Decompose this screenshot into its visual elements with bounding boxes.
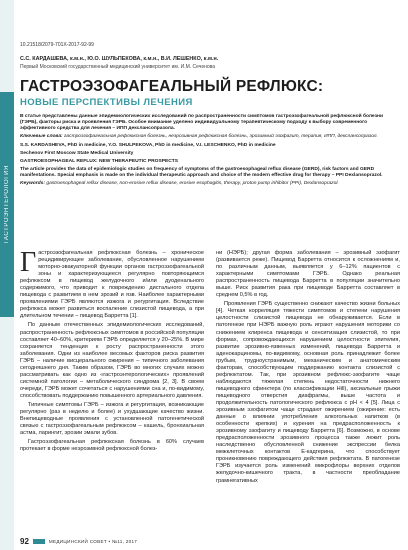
authors-en: S.S. KARDASHEVA, PhD in medicine, Y.O. SHULPEKOVA, PhD in medicine, V.I. LESCHENKO, PhD in medicine xyxy=(20,143,276,148)
drop-cap: Г xyxy=(20,247,37,278)
journal-name: МЕДИЦИНСКИЙ СОВЕТ • №11, 2017 xyxy=(48,539,138,544)
body-columns xyxy=(20,247,400,487)
keywords-en: gastroesophageal reflux disease, non-erosive reflux disease, erosive esophagitis, therapy, proton pump inhibitor (PPI), Dexlansoprazol. xyxy=(46,181,339,186)
keywords-ru: гастроэзофагеальная рефлюксная болезнь, неэрозивная рефлюксная болезнь, эрозивный эзофагит, терапия, ИПП, декслансопразол. xyxy=(64,134,378,139)
paragraph: Проявления ГЭРБ существенно снижают качество жизни больных [4]. Четкая корреляция тяжести симптомов и степени нарушения целостности слизистой пищевода не обнаруживается. Если в патогенезе при НЭРБ важную роль играют нарушения моторики со снижением клиренса пищевода и сенситизация слизистой, то при формах, сопровождающихся нарушением целостности эпителия, развитие эрозивно-язвенных изменений, пищевода Барретта и аденокарциномы, по-видимому, основная роль принадлежит более грубым, трудноустранимым, механическим и анатомическим факторам, способствующим поддержанию контакта слизистой с рефлюктатом. Так, при эрозивном рефлюкс-эзофагите чаще наблюдаются тяжелая степень недостаточности нижнего пищеводного сфинктера (по классификации Hill), аксиальные грыжи пищеводного отверстия диафрагмы, выше частота и продолжительность патологического рефлюкса с pH < 4 [5]. Лица с эрозивным эзофагитом чаще страдают ожирением (ожирение: есть данные о влиянии употребления алкогольных напитков (в особенности крепких) и курения на предрасположенность к эрозивному эзофагиту и пищеводу Барретта [6]. Возможно, в основе предрасположенности эрозивного процесса также лежит роль наследственно обусловленной снижение экспрессии белка межклеточных контактов E-кадгерина, что способствует проникновению повреждающего действия рефлюктата. В патогенезе ГЭРБ изучается роль изменений микрофлоры верхних отделов желудочно-кишечного тракта, в частности преобладание грамнегативных xyxy=(216,301,400,484)
authors-ru: С.С. КАРДАШЕВА, к.м.н., Ю.О. ШУЛЬПЕКОВА, к.м.н., В.И. ЛЕШЕНКО, к.м.н. xyxy=(20,56,219,62)
keywords-ru-line xyxy=(20,134,400,140)
page-footer xyxy=(20,537,400,546)
keywords-en-label: Keywords: xyxy=(20,181,46,186)
title-en: GASTROESOPHAGEAL REFLUX: NEW THERAPEUTIC PROSPECTS xyxy=(20,159,179,164)
body-column-left xyxy=(20,247,204,487)
section-label-wrap xyxy=(0,92,14,317)
paragraph: ни (НЭРБ); другая форма заболевания – эрозивный эзофагит (развивается реже). Пищевод Барретта относится к осложнениям и, по различным данным, выявляется у 6–12% пациентов с характерными симптомами ГЭРБ. Однако реальная распространенность пищевода Барретта в популяции значительно выше. Риск развития рака при пищеводе Барретта составляет в среднем 0,5% в год. xyxy=(216,250,400,299)
page-number: 92 xyxy=(20,537,29,546)
paragraph: Гастроэзофагеальная рефлюксная болезнь в 60% случаев протекает в форме неэрозивной рефлюксной болез- xyxy=(20,439,204,453)
article-title-ru: ГАСТРОЭЗОФАГЕАЛЬНЫЙ РЕФЛЮКС: xyxy=(20,78,324,95)
article-subtitle-ru: НОВЫЕ ПЕРСПЕКТИВЫ ЛЕЧЕНИЯ xyxy=(20,97,193,108)
keywords-ru-label: Ключевые слова: xyxy=(20,134,63,139)
body-column-right xyxy=(216,250,400,487)
paragraph xyxy=(20,247,204,320)
footer-accent-bar xyxy=(33,539,45,544)
abstract-ru: В статье представлены данные эпидемиологических исследований по распространенности симптомов гастроэзофагеальной рефлюксной болезни (ГЭРБ), факторы риска и проявления ГЭРБ. Особое внимание уделено индивидуальному терапевтическому подходу к выбору современного эффективного средства для лечения – ИПП декслансопразола. xyxy=(20,114,384,131)
paragraph-text: астроэзофагеальная рефлюксная болезнь – хроническое рецидивирующее заболевание, обусловленное нарушением моторно-эвакуаторной функции органов гастроэзофагеальной зоны и характеризующееся регулярно повторяющимся рефлюксом в пищевод желудочного и/или дуоденального содержимого, что приводит к повреждению дистального отдела пищевода с развитием в нем эрозий и язв. Наиболее характерными проявлениями ГЭРБ являются изжога и регургитация. Вследствие рефлюкса может развиться воспаление слизистой пищевода, а при длительном течении – пищевод Барретта [1]. xyxy=(20,250,204,320)
abstract-block xyxy=(20,114,400,189)
affiliation-en: Sechenov First Moscow State Medical University xyxy=(20,151,134,156)
paragraph: По данным отечественных эпидемиологических исследований, распространенность рефлюксных симптомов в российской популяции составляет 40–60%, критериям ГЭРБ определяется у 20–25%. В мире сохраняется тенденция к росту распространенности этого заболевания. Одни из наиболее весомых факторов риска развития ГЭРБ – наличие висцерального ожирения – типичного заболевания сегодняшнего дня. Таким образом, ГЭРБ во многих случаях можно рассматривать как одно из «гастроэнтерологических» проявлений системной патологии – метаболического синдрома [2, 3]. В своем очереди, ГЭРБ может сочетаться с нарушениями сна и, по-видимому, способствовать поддержанию повышенного артериального давления. xyxy=(20,322,204,399)
section-label: ГАСТРОЭНТЕРОЛОГИЯ xyxy=(4,165,10,244)
keywords-en-line xyxy=(20,181,400,187)
doi: 10.21518/2079-701X-2017-92-99 xyxy=(20,42,94,48)
abstract-en: The article provides the data of epidemiologic studies on frequency of symptoms of the gastroesophageal reflux disease (GERD), risk factors and GERD manifestations. Special emphasis is made on the individual therapeutic approach and choice of the modern effective drug for therapy – PPI Dexlansoprazol. xyxy=(20,167,383,178)
paragraph: Типичные симптомы ГЭРБ – изжога и регургитация, возникающие регулярно (раз в неделю и более) и ухудшающие качество жизни. Внепищеводные проявления с установленной патогенетической связью с гастроэзофагеальным рефлюксом – кашель, бронхиальная астма, ларингит, эрозии эмали зубов. xyxy=(20,401,204,437)
affiliation-ru: Первый Московский государственный медицинский университет им. И.М. Сеченова xyxy=(20,64,216,70)
